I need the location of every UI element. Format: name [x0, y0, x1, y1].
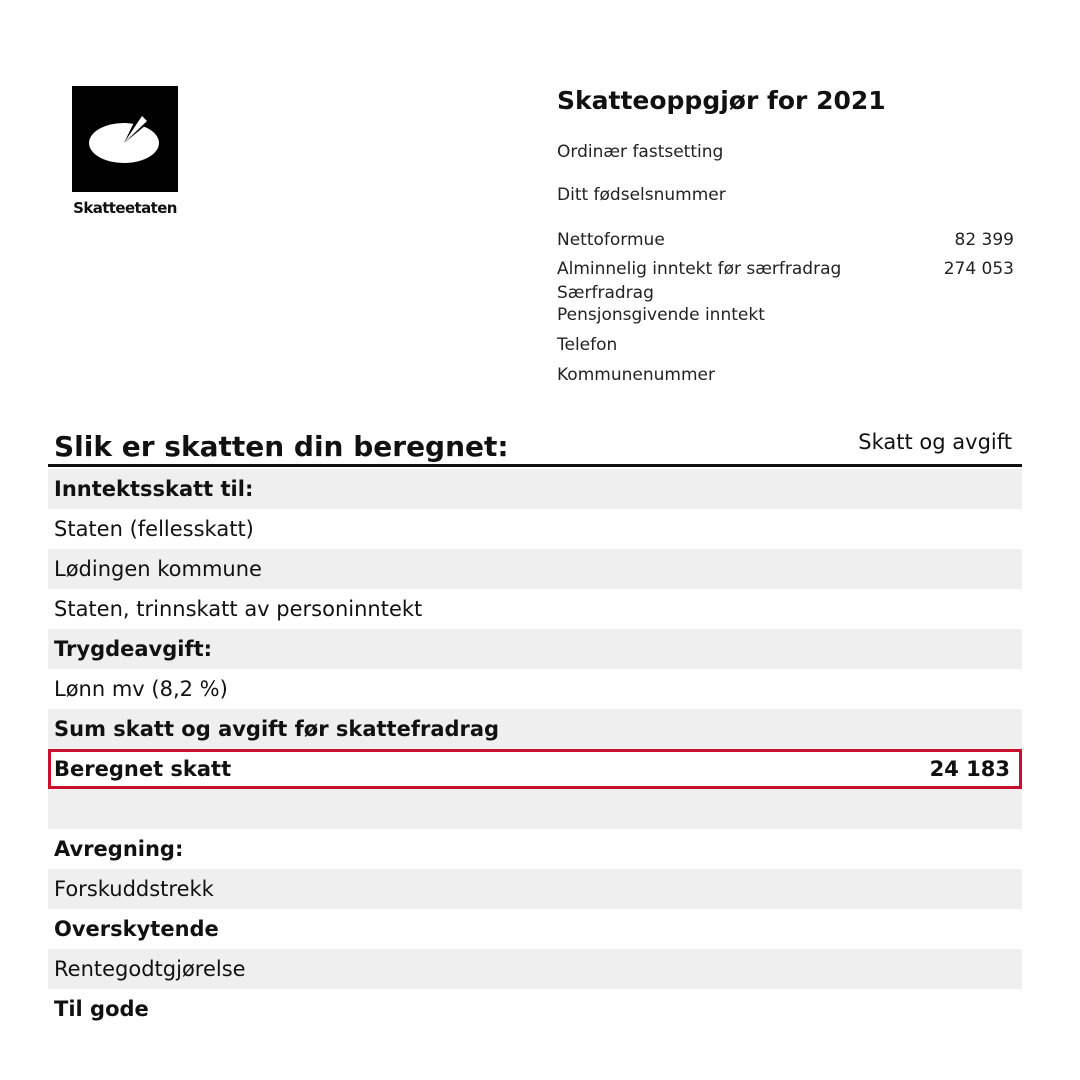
row-label: Trygdeavgift: — [54, 637, 213, 661]
row-label: Overskytende — [54, 917, 219, 941]
tax-calculation-table — [48, 469, 1022, 1029]
row-label: Lødingen kommune — [54, 557, 262, 581]
detail-label-phone: Telefon — [557, 335, 618, 355]
detail-label-special-deduction: Særfradrag — [557, 283, 654, 303]
row-label: Forskuddstrekk — [54, 877, 214, 901]
detail-label-municipality-number: Kommunenummer — [557, 365, 715, 385]
table-row-social-security-heading — [48, 629, 1022, 669]
table-row-surplus — [48, 909, 1022, 949]
table-row-municipality — [48, 549, 1022, 589]
row-label: Sum skatt og avgift før skattefradrag — [54, 717, 500, 741]
section-divider — [48, 464, 1022, 467]
table-row-bracket-tax — [48, 589, 1022, 629]
column-label: Skatt og avgift — [858, 430, 1012, 454]
table-row-refund — [48, 989, 1022, 1029]
row-label: Til gode — [54, 997, 149, 1021]
row-label: Staten, trinnskatt av personinntekt — [54, 597, 423, 621]
detail-label-net-wealth: Nettoformue — [557, 230, 665, 250]
document-title: Skatteoppgjør for 2021 — [557, 86, 886, 115]
table-row-wages — [48, 669, 1022, 709]
detail-label-pension-income: Pensjonsgivende inntekt — [557, 305, 765, 325]
table-row-sum-before-deduction — [48, 709, 1022, 749]
table-row-withholding — [48, 869, 1022, 909]
row-label: Beregnet skatt — [54, 757, 232, 781]
row-label: Avregning: — [54, 837, 184, 861]
calculated-tax-value: 24 183 — [929, 757, 1010, 781]
row-label: Inntektsskatt til: — [54, 477, 254, 501]
table-row-empty — [48, 789, 1022, 829]
table-row-income-tax-heading — [48, 469, 1022, 509]
row-label: Lønn mv (8,2 %) — [54, 677, 228, 701]
section-heading: Slik er skatten din beregnet: — [54, 430, 509, 463]
logo-box — [72, 86, 178, 192]
table-row-settlement-heading — [48, 829, 1022, 869]
logo-text: Skatteetaten — [73, 199, 177, 217]
row-label: Staten (fellesskatt) — [54, 517, 254, 541]
skatteetaten-logo-icon — [72, 86, 178, 192]
detail-label-general-income: Alminnelig inntekt før særfradrag — [557, 259, 842, 279]
table-row-state-common-tax — [48, 509, 1022, 549]
detail-value-general-income: 274 053 — [943, 259, 1014, 279]
table-row-interest — [48, 949, 1022, 989]
detail-value-net-wealth: 82 399 — [954, 230, 1014, 250]
row-label: Rentegodtgjørelse — [54, 957, 246, 981]
assessment-type: Ordinær fastsetting — [557, 142, 724, 162]
table-row-calculated-tax — [48, 749, 1022, 789]
birth-number-label: Ditt fødselsnummer — [557, 185, 726, 205]
